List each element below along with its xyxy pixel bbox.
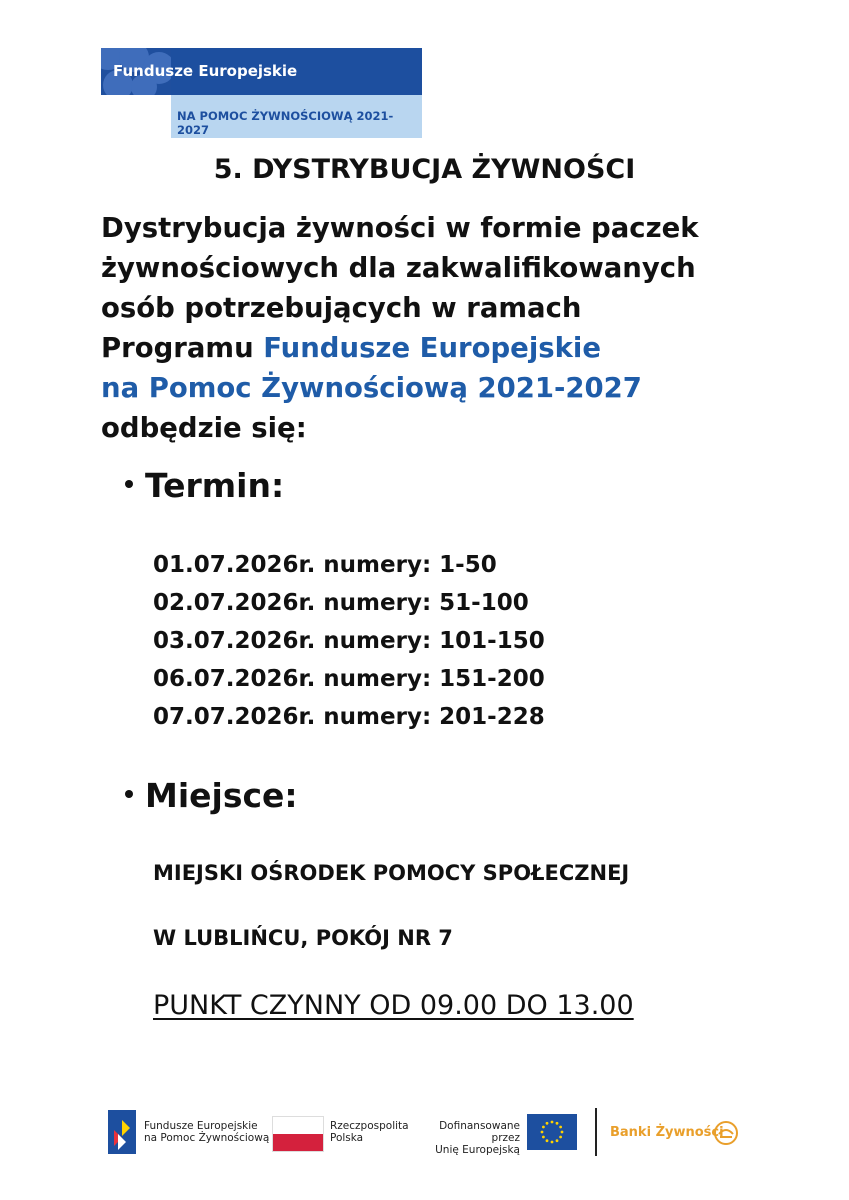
footer-fe-text: Fundusze Europejskie na Pomoc Żywnościową — [144, 1120, 270, 1144]
poland-flag-icon — [272, 1116, 324, 1152]
date-item: 06.07.2026r. numery: 151-200 — [153, 666, 545, 692]
program-name: Fundusze Europejskie — [263, 332, 601, 364]
intro-line: żywnościowych dla zakwalifikowanych — [101, 252, 696, 284]
place-line1: MIEJSKI OŚRODEK POMOCY SPOŁECZNEJ — [153, 861, 630, 885]
bullet-icon — [125, 790, 133, 798]
opening-hours: PUNKT CZYNNY OD 09.00 DO 13.00 — [153, 990, 634, 1021]
footer-eu-text: Dofinansowane przez Unię Europejską — [435, 1120, 520, 1156]
place-line2: W LUBLIŃCU, POKÓJ NR 7 — [153, 926, 453, 950]
date-item: 01.07.2026r. numery: 1-50 — [153, 552, 497, 578]
bullet-icon — [125, 480, 133, 488]
intro-paragraph — [101, 208, 699, 448]
date-item: 02.07.2026r. numery: 51-100 — [153, 590, 529, 616]
banki-zywnosci-text: Banki Żywności — [610, 1125, 724, 1140]
banki-zywnosci-logo-icon — [712, 1120, 740, 1146]
date-item: 07.07.2026r. numery: 201-228 — [153, 704, 545, 730]
intro-line: odbędzie się: — [101, 412, 307, 444]
fe-mark-icon — [108, 1110, 136, 1154]
miejsce-heading: Miejsce: — [125, 776, 298, 815]
date-list — [153, 546, 545, 736]
page-title: 5. DYSTRYBUCJA ŻYWNOŚCI — [213, 154, 636, 185]
program-name-line2: na Pomoc Żywnościową 2021-2027 — [101, 372, 642, 404]
date-item: 03.07.2026r. numery: 101-150 — [153, 628, 545, 654]
intro-prefix: Programu — [101, 332, 264, 364]
footer-logos — [108, 1108, 748, 1160]
logo-line2: NA POMOC ŻYWNOŚCIOWĄ 2021-2027 — [177, 109, 394, 137]
footer-divider — [595, 1108, 597, 1156]
fundusze-europejskie-logo — [101, 48, 422, 138]
logo-line1: Fundusze Europejskie — [113, 62, 298, 80]
intro-line: Dystrybucja żywności w formie paczek — [101, 212, 699, 244]
termin-heading: Termin: — [125, 466, 284, 505]
intro-line — [101, 328, 699, 368]
intro-line: osób potrzebujących w ramach — [101, 292, 582, 324]
eu-flag-icon — [527, 1114, 577, 1150]
footer-rp-text: Rzeczpospolita Polska — [330, 1120, 409, 1144]
